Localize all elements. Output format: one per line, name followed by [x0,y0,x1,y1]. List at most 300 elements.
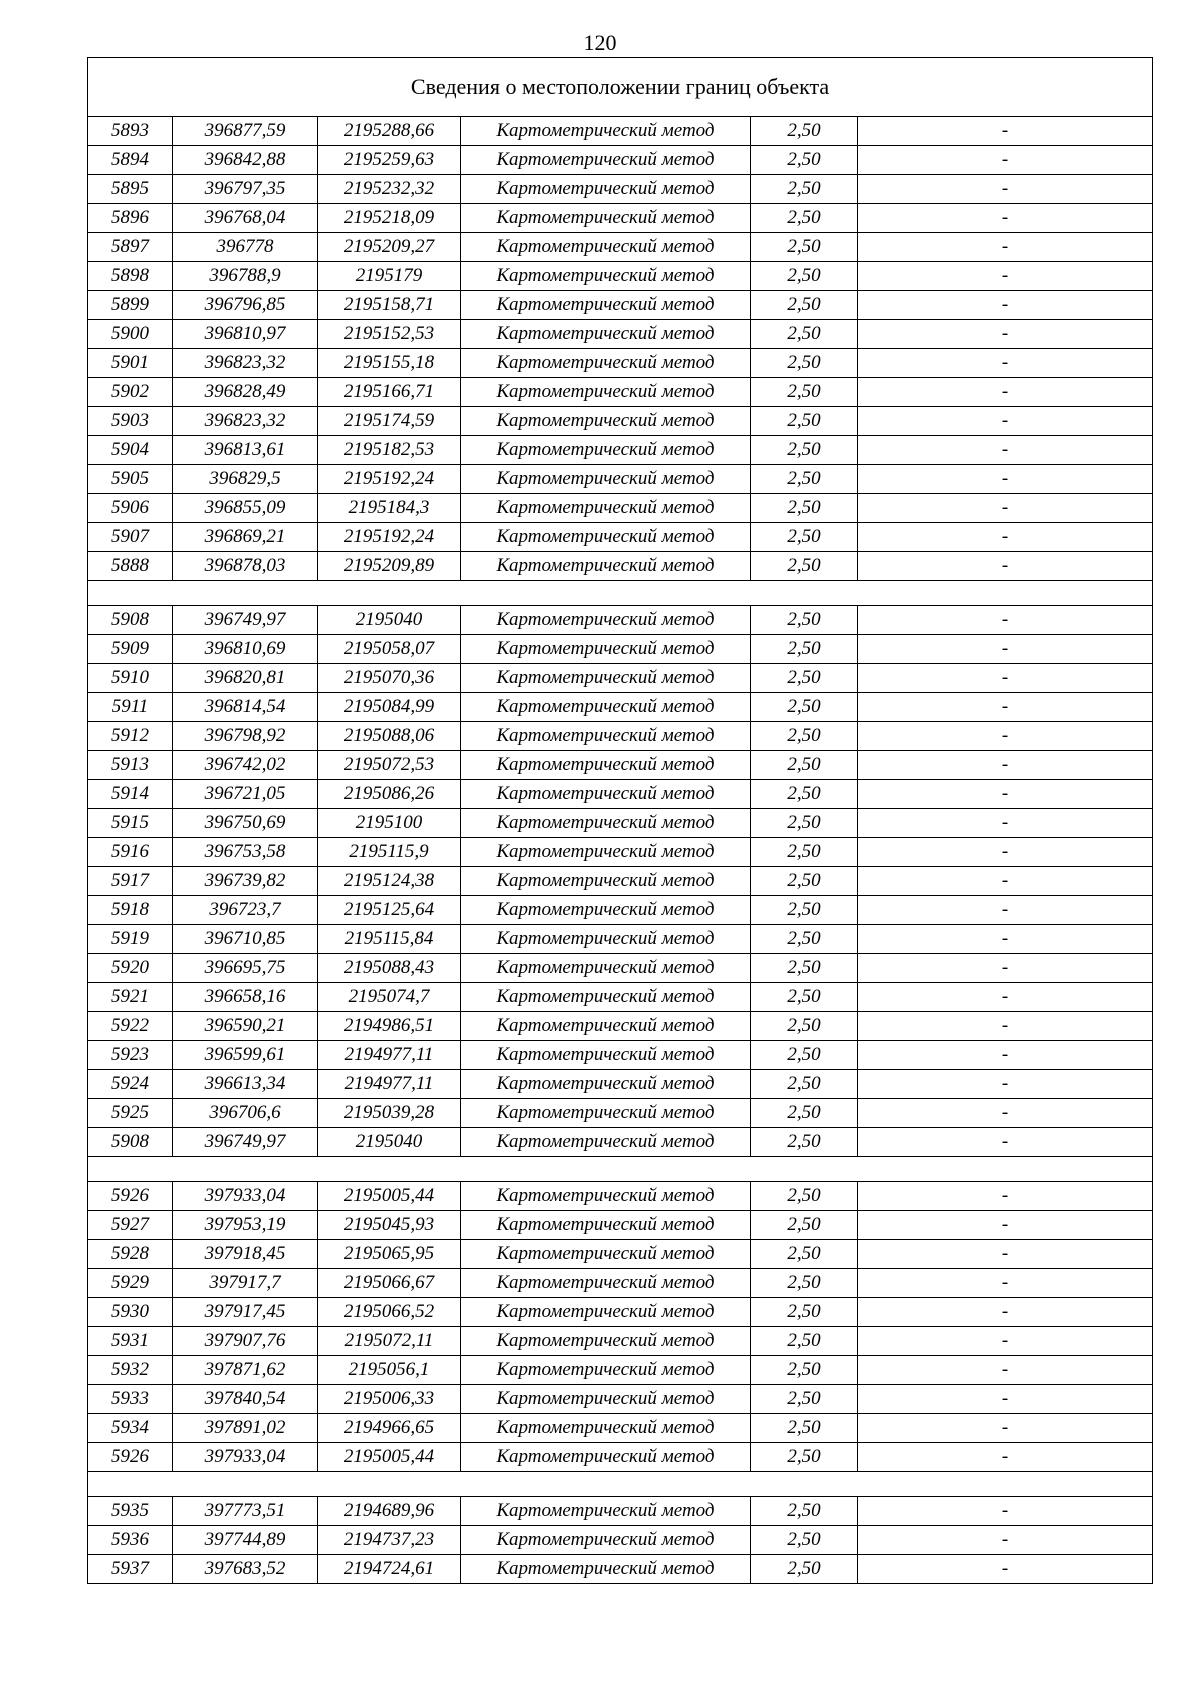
y-coordinate-cell: 2194977,11 [318,1041,461,1070]
description-cell: - [858,1555,1153,1584]
table-row [88,523,1153,552]
description-cell: - [858,954,1153,983]
description-cell: - [858,635,1153,664]
accuracy-cell: 2,50 [751,378,858,407]
x-coordinate-cell: 396739,82 [173,867,318,896]
y-coordinate-cell: 2195065,95 [318,1240,461,1269]
method-cell: Картометрический метод [461,954,751,983]
point-number-cell: 5927 [88,1211,173,1240]
y-coordinate-cell: 2195005,44 [318,1182,461,1211]
point-number-cell: 5902 [88,378,173,407]
point-number-cell: 5921 [88,983,173,1012]
table-row [88,780,1153,809]
y-coordinate-cell: 2195040 [318,606,461,635]
point-number-cell: 5920 [88,954,173,983]
x-coordinate-cell: 396814,54 [173,693,318,722]
point-number-cell: 5926 [88,1443,173,1472]
x-coordinate-cell: 396695,75 [173,954,318,983]
point-number-cell: 5919 [88,925,173,954]
method-cell: Картометрический метод [461,1327,751,1356]
description-cell: - [858,1414,1153,1443]
method-cell: Картометрический метод [461,146,751,175]
method-cell: Картометрический метод [461,349,751,378]
accuracy-cell: 2,50 [751,635,858,664]
y-coordinate-cell: 2195100 [318,809,461,838]
description-cell: - [858,494,1153,523]
accuracy-cell: 2,50 [751,664,858,693]
table-row [88,1497,1153,1526]
description-cell: - [858,606,1153,635]
method-cell: Картометрический метод [461,407,751,436]
y-coordinate-cell: 2195288,66 [318,117,461,146]
description-cell: - [858,838,1153,867]
method-cell: Картометрический метод [461,751,751,780]
point-number-cell: 5893 [88,117,173,146]
method-cell: Картометрический метод [461,1182,751,1211]
y-coordinate-cell: 2195045,93 [318,1211,461,1240]
page-number: 120 [583,30,617,55]
description-cell: - [858,1012,1153,1041]
accuracy-cell: 2,50 [751,1182,858,1211]
contour-separator-cell [88,581,1153,606]
x-coordinate-cell: 396749,97 [173,1128,318,1157]
method-cell: Картометрический метод [461,117,751,146]
y-coordinate-cell: 2195070,36 [318,664,461,693]
y-coordinate-cell: 2195124,38 [318,867,461,896]
accuracy-cell: 2,50 [751,1526,858,1555]
point-number-cell: 5933 [88,1385,173,1414]
accuracy-cell: 2,50 [751,117,858,146]
x-coordinate-cell: 396710,85 [173,925,318,954]
point-number-cell: 5896 [88,204,173,233]
x-coordinate-cell: 397683,52 [173,1555,318,1584]
y-coordinate-cell: 2195088,43 [318,954,461,983]
table-row [88,896,1153,925]
description-cell: - [858,1099,1153,1128]
accuracy-cell: 2,50 [751,465,858,494]
x-coordinate-cell: 396613,34 [173,1070,318,1099]
table-row [88,146,1153,175]
x-coordinate-cell: 397953,19 [173,1211,318,1240]
accuracy-cell: 2,50 [751,954,858,983]
table-row [88,1182,1153,1211]
y-coordinate-cell: 2195006,33 [318,1385,461,1414]
x-coordinate-cell: 397917,45 [173,1298,318,1327]
method-cell: Картометрический метод [461,465,751,494]
method-cell: Картометрический метод [461,780,751,809]
description-cell: - [858,1240,1153,1269]
x-coordinate-cell: 396855,09 [173,494,318,523]
method-cell: Картометрический метод [461,1356,751,1385]
point-number-cell: 5901 [88,349,173,378]
point-number-cell: 5912 [88,722,173,751]
y-coordinate-cell: 2195155,18 [318,349,461,378]
method-cell: Картометрический метод [461,1414,751,1443]
point-number-cell: 5937 [88,1555,173,1584]
description-cell: - [858,117,1153,146]
description-cell: - [858,233,1153,262]
y-coordinate-cell: 2195218,09 [318,204,461,233]
accuracy-cell: 2,50 [751,1298,858,1327]
x-coordinate-cell: 396788,9 [173,262,318,291]
point-number-cell: 5930 [88,1298,173,1327]
contour-separator-row [88,581,1153,606]
table-row [88,838,1153,867]
x-coordinate-cell: 396823,32 [173,349,318,378]
table-row [88,1099,1153,1128]
method-cell: Картометрический метод [461,983,751,1012]
description-cell: - [858,175,1153,204]
description-cell: - [858,465,1153,494]
description-cell: - [858,664,1153,693]
method-cell: Картометрический метод [461,1211,751,1240]
table-row [88,349,1153,378]
point-number-cell: 5929 [88,1269,173,1298]
x-coordinate-cell: 397891,02 [173,1414,318,1443]
method-cell: Картометрический метод [461,436,751,465]
table-row [88,1356,1153,1385]
method-cell: Картометрический метод [461,1269,751,1298]
point-number-cell: 5917 [88,867,173,896]
method-cell: Картометрический метод [461,838,751,867]
description-cell: - [858,1327,1153,1356]
y-coordinate-cell: 2195152,53 [318,320,461,349]
x-coordinate-cell: 396721,05 [173,780,318,809]
accuracy-cell: 2,50 [751,1128,858,1157]
method-cell: Картометрический метод [461,1443,751,1472]
x-coordinate-cell: 396828,49 [173,378,318,407]
table-row [88,1555,1153,1584]
y-coordinate-cell: 2195084,99 [318,693,461,722]
method-cell: Картометрический метод [461,693,751,722]
accuracy-cell: 2,50 [751,925,858,954]
description-cell: - [858,1356,1153,1385]
description-cell: - [858,780,1153,809]
x-coordinate-cell: 396599,61 [173,1041,318,1070]
x-coordinate-cell: 396723,7 [173,896,318,925]
accuracy-cell: 2,50 [751,1211,858,1240]
y-coordinate-cell: 2195072,53 [318,751,461,780]
table-row [88,983,1153,1012]
point-number-cell: 5907 [88,523,173,552]
y-coordinate-cell: 2195158,71 [318,291,461,320]
point-number-cell: 5934 [88,1414,173,1443]
x-coordinate-cell: 397917,7 [173,1269,318,1298]
y-coordinate-cell: 2195259,63 [318,146,461,175]
point-number-cell: 5914 [88,780,173,809]
y-coordinate-cell: 2195066,67 [318,1269,461,1298]
point-number-cell: 5908 [88,606,173,635]
point-number-cell: 5913 [88,751,173,780]
method-cell: Картометрический метод [461,204,751,233]
table-row [88,262,1153,291]
point-number-cell: 5928 [88,1240,173,1269]
method-cell: Картометрический метод [461,523,751,552]
contour-separator-cell [88,1472,1153,1497]
description-cell: - [858,378,1153,407]
accuracy-cell: 2,50 [751,867,858,896]
y-coordinate-cell: 2194689,96 [318,1497,461,1526]
x-coordinate-cell: 397773,51 [173,1497,318,1526]
description-cell: - [858,1443,1153,1472]
point-number-cell: 5911 [88,693,173,722]
point-number-cell: 5918 [88,896,173,925]
accuracy-cell: 2,50 [751,552,858,581]
method-cell: Картометрический метод [461,1012,751,1041]
accuracy-cell: 2,50 [751,233,858,262]
x-coordinate-cell: 396878,03 [173,552,318,581]
table-row [88,465,1153,494]
method-cell: Картометрический метод [461,867,751,896]
x-coordinate-cell: 396796,85 [173,291,318,320]
x-coordinate-cell: 396797,35 [173,175,318,204]
y-coordinate-cell: 2195056,1 [318,1356,461,1385]
description-cell: - [858,436,1153,465]
table-row [88,407,1153,436]
x-coordinate-cell: 397933,04 [173,1182,318,1211]
accuracy-cell: 2,50 [751,1269,858,1298]
description-cell: - [858,204,1153,233]
x-coordinate-cell: 396829,5 [173,465,318,494]
method-cell: Картометрический метод [461,1298,751,1327]
boundary-coordinates-table [87,57,1153,1584]
point-number-cell: 5909 [88,635,173,664]
y-coordinate-cell: 2195182,53 [318,436,461,465]
accuracy-cell: 2,50 [751,1497,858,1526]
point-number-cell: 5936 [88,1526,173,1555]
method-cell: Картометрический метод [461,291,751,320]
x-coordinate-cell: 396798,92 [173,722,318,751]
accuracy-cell: 2,50 [751,606,858,635]
point-number-cell: 5888 [88,552,173,581]
table-row [88,722,1153,751]
description-cell: - [858,1298,1153,1327]
accuracy-cell: 2,50 [751,722,858,751]
y-coordinate-cell: 2194977,11 [318,1070,461,1099]
table-title-row [88,58,1153,117]
description-cell: - [858,146,1153,175]
y-coordinate-cell: 2194724,61 [318,1555,461,1584]
description-cell: - [858,983,1153,1012]
y-coordinate-cell: 2195074,7 [318,983,461,1012]
table-row [88,291,1153,320]
point-number-cell: 5924 [88,1070,173,1099]
point-number-cell: 5923 [88,1041,173,1070]
method-cell: Картометрический метод [461,320,751,349]
method-cell: Картометрический метод [461,809,751,838]
table-row [88,1012,1153,1041]
accuracy-cell: 2,50 [751,896,858,925]
point-number-cell: 5905 [88,465,173,494]
accuracy-cell: 2,50 [751,407,858,436]
y-coordinate-cell: 2194986,51 [318,1012,461,1041]
table-row [88,751,1153,780]
method-cell: Картометрический метод [461,1099,751,1128]
contour-separator-row [88,1472,1153,1497]
accuracy-cell: 2,50 [751,838,858,867]
accuracy-cell: 2,50 [751,1385,858,1414]
method-cell: Картометрический метод [461,378,751,407]
accuracy-cell: 2,50 [751,175,858,204]
point-number-cell: 5900 [88,320,173,349]
table-row [88,1128,1153,1157]
x-coordinate-cell: 396753,58 [173,838,318,867]
y-coordinate-cell: 2195209,27 [318,233,461,262]
y-coordinate-cell: 2195086,26 [318,780,461,809]
method-cell: Картометрический метод [461,664,751,693]
table-row [88,1269,1153,1298]
table-row [88,664,1153,693]
table-row [88,867,1153,896]
description-cell: - [858,407,1153,436]
table-row [88,117,1153,146]
method-cell: Картометрический метод [461,896,751,925]
method-cell: Картометрический метод [461,635,751,664]
y-coordinate-cell: 2195072,11 [318,1327,461,1356]
description-cell: - [858,1385,1153,1414]
method-cell: Картометрический метод [461,1128,751,1157]
description-cell: - [858,809,1153,838]
y-coordinate-cell: 2195039,28 [318,1099,461,1128]
x-coordinate-cell: 396750,69 [173,809,318,838]
point-number-cell: 5899 [88,291,173,320]
method-cell: Картометрический метод [461,262,751,291]
x-coordinate-cell: 396842,88 [173,146,318,175]
x-coordinate-cell: 396778 [173,233,318,262]
description-cell: - [858,262,1153,291]
accuracy-cell: 2,50 [751,1414,858,1443]
method-cell: Картометрический метод [461,175,751,204]
x-coordinate-cell: 396810,97 [173,320,318,349]
x-coordinate-cell: 397907,76 [173,1327,318,1356]
point-number-cell: 5925 [88,1099,173,1128]
x-coordinate-cell: 396813,61 [173,436,318,465]
description-cell: - [858,1211,1153,1240]
x-coordinate-cell: 397918,45 [173,1240,318,1269]
method-cell: Картометрический метод [461,1385,751,1414]
y-coordinate-cell: 2195184,3 [318,494,461,523]
method-cell: Картометрический метод [461,1555,751,1584]
y-coordinate-cell: 2195115,84 [318,925,461,954]
x-coordinate-cell: 396810,69 [173,635,318,664]
table-row [88,175,1153,204]
method-cell: Картометрический метод [461,1526,751,1555]
accuracy-cell: 2,50 [751,494,858,523]
point-number-cell: 5922 [88,1012,173,1041]
x-coordinate-cell: 396823,32 [173,407,318,436]
y-coordinate-cell: 2195192,24 [318,523,461,552]
table-row [88,378,1153,407]
description-cell: - [858,1128,1153,1157]
x-coordinate-cell: 397744,89 [173,1526,318,1555]
table-row [88,552,1153,581]
method-cell: Картометрический метод [461,494,751,523]
y-coordinate-cell: 2195166,71 [318,378,461,407]
point-number-cell: 5903 [88,407,173,436]
accuracy-cell: 2,50 [751,436,858,465]
description-cell: - [858,1070,1153,1099]
description-cell: - [858,320,1153,349]
method-cell: Картометрический метод [461,722,751,751]
table-row [88,1526,1153,1555]
accuracy-cell: 2,50 [751,291,858,320]
table-title: Сведения о местоположении границ объекта [88,58,1153,117]
method-cell: Картометрический метод [461,233,751,262]
description-cell: - [858,896,1153,925]
table-row [88,1443,1153,1472]
y-coordinate-cell: 2195115,9 [318,838,461,867]
description-cell: - [858,925,1153,954]
y-coordinate-cell: 2195209,89 [318,552,461,581]
y-coordinate-cell: 2195232,32 [318,175,461,204]
method-cell: Картометрический метод [461,1240,751,1269]
description-cell: - [858,349,1153,378]
contour-separator-cell [88,1157,1153,1182]
x-coordinate-cell: 396749,97 [173,606,318,635]
point-number-cell: 5898 [88,262,173,291]
x-coordinate-cell: 397871,62 [173,1356,318,1385]
description-cell: - [858,751,1153,780]
accuracy-cell: 2,50 [751,1356,858,1385]
point-number-cell: 5908 [88,1128,173,1157]
point-number-cell: 5916 [88,838,173,867]
accuracy-cell: 2,50 [751,204,858,233]
description-cell: - [858,1497,1153,1526]
point-number-cell: 5926 [88,1182,173,1211]
accuracy-cell: 2,50 [751,780,858,809]
table-row [88,1298,1153,1327]
contour-separator-row [88,1157,1153,1182]
accuracy-cell: 2,50 [751,1240,858,1269]
accuracy-cell: 2,50 [751,1555,858,1584]
table-row [88,954,1153,983]
y-coordinate-cell: 2195174,59 [318,407,461,436]
table-row [88,925,1153,954]
accuracy-cell: 2,50 [751,349,858,378]
y-coordinate-cell: 2195192,24 [318,465,461,494]
method-cell: Картометрический метод [461,606,751,635]
y-coordinate-cell: 2194737,23 [318,1526,461,1555]
accuracy-cell: 2,50 [751,523,858,552]
description-cell: - [858,722,1153,751]
y-coordinate-cell: 2195058,07 [318,635,461,664]
table-row [88,320,1153,349]
x-coordinate-cell: 396706,6 [173,1099,318,1128]
description-cell: - [858,1526,1153,1555]
table-row [88,1414,1153,1443]
y-coordinate-cell: 2195179 [318,262,461,291]
x-coordinate-cell: 396658,16 [173,983,318,1012]
x-coordinate-cell: 396869,21 [173,523,318,552]
accuracy-cell: 2,50 [751,809,858,838]
x-coordinate-cell: 396768,04 [173,204,318,233]
method-cell: Картометрический метод [461,925,751,954]
method-cell: Картометрический метод [461,1497,751,1526]
description-cell: - [858,1041,1153,1070]
x-coordinate-cell: 396742,02 [173,751,318,780]
accuracy-cell: 2,50 [751,146,858,175]
accuracy-cell: 2,50 [751,262,858,291]
y-coordinate-cell: 2195125,64 [318,896,461,925]
accuracy-cell: 2,50 [751,1070,858,1099]
accuracy-cell: 2,50 [751,320,858,349]
description-cell: - [858,1269,1153,1298]
point-number-cell: 5931 [88,1327,173,1356]
table-row [88,204,1153,233]
accuracy-cell: 2,50 [751,1012,858,1041]
table-row [88,233,1153,262]
x-coordinate-cell: 397933,04 [173,1443,318,1472]
